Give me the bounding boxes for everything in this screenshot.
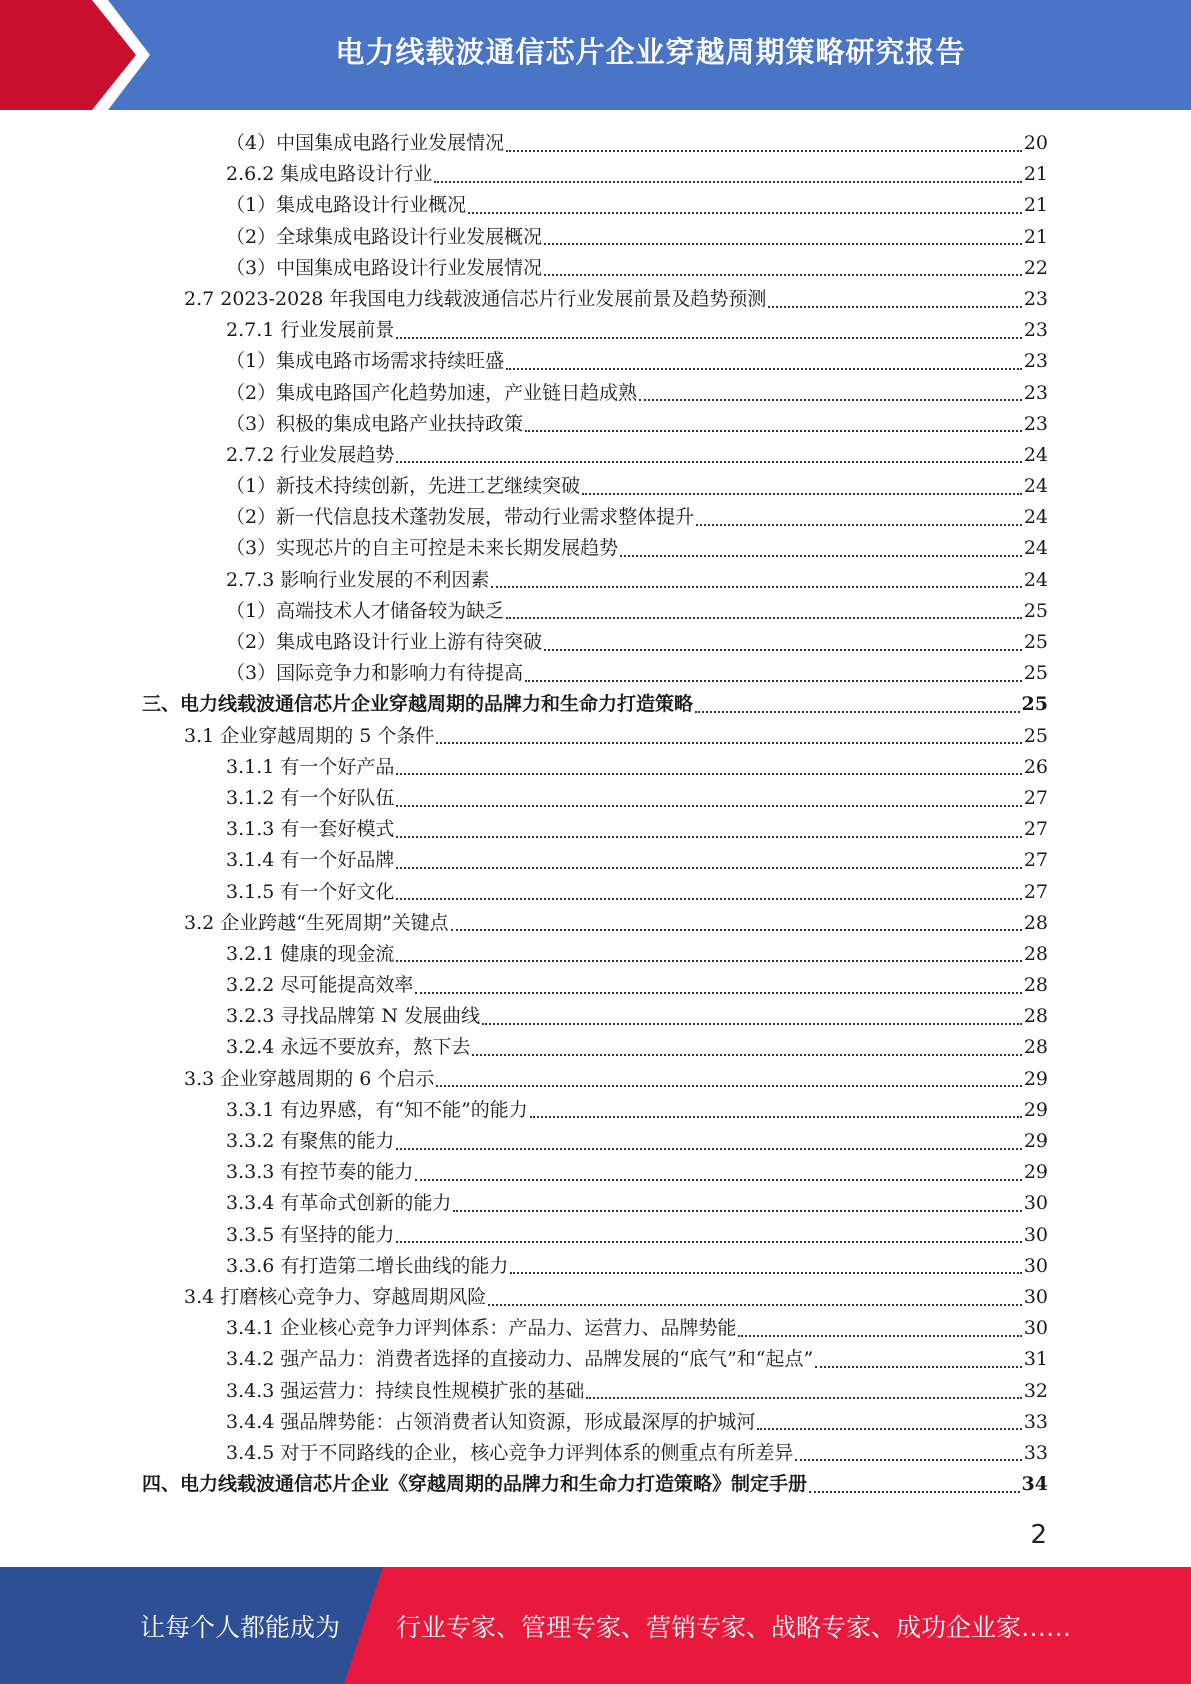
toc-entry-title: （2）新一代信息技术蓬勃发展，带动行业需求整体提升 <box>226 506 695 529</box>
toc-dot-leader <box>696 524 1022 526</box>
toc-entry[interactable] <box>142 658 1048 689</box>
toc-entry-page: 28 <box>1023 1005 1048 1028</box>
toc-dot-leader <box>506 368 1022 370</box>
toc-entry-title: （1）集成电路市场需求持续旺盛 <box>226 350 505 373</box>
toc-dot-leader <box>396 773 1021 775</box>
toc-dot-leader <box>491 586 1021 588</box>
toc-entry[interactable] <box>142 1376 1048 1407</box>
toc-entry[interactable] <box>142 627 1048 658</box>
page-number: 2 <box>1030 1520 1047 1550</box>
toc-entry[interactable] <box>142 1220 1048 1251</box>
toc-dot-leader <box>510 1272 1021 1274</box>
toc-dot-leader <box>795 1459 1021 1461</box>
toc-entry-title: 2.7.3 影响行业发展的不利因素 <box>226 568 490 591</box>
toc-entry[interactable] <box>142 752 1048 783</box>
toc-entry-title: （1）高端技术人才储备较为缺乏 <box>226 599 505 622</box>
toc-entry-title: 3.3.3 有控节奏的能力 <box>226 1161 414 1184</box>
toc-dot-leader <box>453 1210 1021 1212</box>
header-red-chevron <box>0 0 150 110</box>
toc-entry-title: （2）集成电路设计行业上游有待突破 <box>226 631 543 653</box>
toc-entry-title: 3.3.2 有聚焦的能力 <box>226 1130 395 1152</box>
toc-entry-title: 3.2.4 永远不要放弃，熬下去 <box>226 1036 471 1059</box>
toc-entry[interactable] <box>142 1001 1048 1032</box>
toc-entry-page: 33 <box>1023 1410 1048 1433</box>
toc-entry[interactable] <box>142 877 1048 908</box>
toc-entry-title: 3.2.2 尽可能提高效率 <box>226 974 414 997</box>
toc-entry-title: 2.7 2023-2028 年我国电力线载波通信芯片行业发展前景及趋势预测 <box>184 287 767 310</box>
toc-entry-page: 27 <box>1023 880 1048 903</box>
toc-dot-leader <box>436 1085 1021 1087</box>
toc-dot-leader <box>436 742 1021 744</box>
toc-entry[interactable] <box>142 222 1048 253</box>
toc-entry-page: 24 <box>1023 537 1048 560</box>
toc-dot-leader <box>768 306 1021 308</box>
toc-entry-page: 32 <box>1023 1379 1048 1402</box>
toc-entry-title: 3.1.1 有一个好产品 <box>226 755 395 778</box>
toc-entry-title: 3.3 企业穿越周期的 6 个启示 <box>184 1067 435 1090</box>
toc-entry-title: 3.4.3 强运营力：持续良性规模扩张的基础 <box>226 1379 585 1402</box>
toc-entry[interactable] <box>142 253 1048 284</box>
toc-dot-leader <box>415 992 1021 994</box>
toc-entry-page: 23 <box>1023 412 1048 435</box>
toc-dot-leader <box>695 711 1020 713</box>
toc-entry-title: 3.3.1 有边界感，有“知不能”的能力 <box>226 1098 528 1121</box>
toc-dot-leader <box>815 1366 1022 1368</box>
toc-entry-page: 21 <box>1023 194 1048 217</box>
toc-entry[interactable] <box>142 1157 1048 1188</box>
toc-entry[interactable] <box>142 378 1048 409</box>
toc-entry-title: 3.1 企业穿越周期的 5 个条件 <box>184 724 435 747</box>
toc-entry-title: （2）全球集成电路设计行业发展概况 <box>226 225 543 248</box>
toc-dot-leader <box>530 1116 1022 1118</box>
toc-entry-page: 23 <box>1023 381 1048 404</box>
toc-entry-page: 25 <box>1021 693 1048 716</box>
toc-entry-title: 2.6.2 集成电路设计行业 <box>226 163 433 186</box>
toc-entry-title: （1）新技术持续创新，先进工艺继续突破 <box>226 475 581 498</box>
page-header <box>0 0 1191 110</box>
toc-entry-page: 25 <box>1023 724 1048 747</box>
toc-entry-title: 3.2.3 寻找品牌第 N 发展曲线 <box>226 1005 481 1028</box>
toc-entry-page: 27 <box>1023 849 1048 872</box>
toc-entry[interactable] <box>142 1282 1048 1313</box>
toc-entry-page: 25 <box>1023 631 1048 653</box>
toc-dot-leader <box>434 181 1021 183</box>
toc-entry[interactable] <box>142 1469 1048 1500</box>
toc-entry-title: 3.1.4 有一个好品牌 <box>226 849 395 872</box>
toc-entry-title: 3.2.1 健康的现金流 <box>226 942 395 965</box>
toc-entry-title: 3.4.4 强品牌势能：占领消费者认知资源，形成最深厚的护城河 <box>226 1410 756 1433</box>
page-footer <box>0 1567 1191 1684</box>
toc-dot-leader <box>396 836 1021 838</box>
toc-entry-title: 3.3.4 有革命式创新的能力 <box>226 1192 452 1215</box>
toc-entry-title: 3.1.2 有一个好队伍 <box>226 786 395 809</box>
toc-entry-page: 34 <box>1021 1473 1048 1496</box>
toc-dot-leader <box>396 1148 1021 1150</box>
toc-entry-page: 21 <box>1023 225 1048 248</box>
toc-entry-page: 25 <box>1023 599 1048 622</box>
toc-entry[interactable] <box>142 409 1048 440</box>
toc-dot-leader <box>506 150 1022 152</box>
toc-entry-page: 20 <box>1023 132 1048 154</box>
toc-entry-page: 29 <box>1023 1161 1048 1184</box>
footer-slogan-left: 让每个人都能成为 <box>140 1612 341 1642</box>
toc-entry[interactable] <box>142 908 1048 939</box>
toc-dot-leader <box>525 680 1022 682</box>
toc-entry-page: 30 <box>1023 1254 1048 1277</box>
toc-entry[interactable] <box>142 1032 1048 1063</box>
toc-dot-leader <box>544 243 1022 245</box>
table-of-contents <box>142 128 1048 1500</box>
toc-entry-page: 28 <box>1023 1036 1048 1059</box>
toc-entry[interactable] <box>142 689 1048 720</box>
report-title: 电力线载波通信芯片企业穿越周期策略研究报告 <box>335 34 966 69</box>
toc-entry-page: 26 <box>1023 755 1048 778</box>
toc-entry-title: 3.4 打磨核心竞争力、穿越周期风险 <box>184 1285 487 1308</box>
toc-entry-page: 29 <box>1023 1067 1048 1090</box>
toc-entry[interactable] <box>142 1344 1048 1375</box>
toc-entry-page: 31 <box>1023 1348 1048 1371</box>
toc-entry[interactable] <box>142 346 1048 377</box>
toc-dot-leader <box>544 274 1022 276</box>
toc-dot-leader <box>396 867 1021 869</box>
toc-dot-leader <box>738 1335 1021 1337</box>
toc-entry[interactable] <box>142 783 1048 814</box>
toc-entry-title: （1）集成电路设计行业概况 <box>226 194 467 217</box>
toc-dot-leader <box>396 337 1021 339</box>
toc-entry-title: 3.1.5 有一个好文化 <box>226 880 395 903</box>
toc-entry-page: 30 <box>1023 1223 1048 1246</box>
toc-entry[interactable] <box>142 939 1048 970</box>
toc-entry[interactable] <box>142 1313 1048 1344</box>
toc-dot-leader <box>482 1023 1022 1025</box>
toc-dot-leader <box>451 929 1022 931</box>
toc-entry[interactable] <box>142 533 1048 564</box>
toc-entry-page: 30 <box>1023 1192 1048 1215</box>
toc-dot-leader <box>809 1491 1020 1493</box>
toc-entry[interactable] <box>142 1438 1048 1469</box>
toc-entry-title: 2.7.1 行业发展前景 <box>226 319 395 342</box>
toc-entry[interactable] <box>142 1251 1048 1282</box>
toc-entry-page: 29 <box>1023 1098 1048 1121</box>
toc-entry-title: 3.4.2 强产品力：消费者选择的直接动力、品牌发展的“底气”和“起点” <box>226 1348 814 1371</box>
toc-entry[interactable] <box>142 814 1048 845</box>
toc-dot-leader <box>757 1428 1021 1430</box>
toc-entry-page: 24 <box>1023 475 1048 498</box>
toc-entry-page: 24 <box>1023 568 1048 591</box>
toc-entry-title: （2）集成电路国产化趋势加速，产业链日趋成熟 <box>226 381 638 404</box>
toc-dot-leader <box>639 399 1022 401</box>
toc-entry[interactable] <box>142 1188 1048 1219</box>
toc-entry-page: 28 <box>1023 911 1048 934</box>
toc-dot-leader <box>396 461 1021 463</box>
toc-dot-leader <box>468 212 1022 214</box>
toc-dot-leader <box>620 555 1022 557</box>
toc-entry[interactable] <box>142 1126 1048 1157</box>
toc-entry-title: 3.1.3 有一套好模式 <box>226 818 395 841</box>
toc-entry-title: 3.2 企业跨越“生死周期”关键点 <box>184 911 449 934</box>
toc-dot-leader <box>472 1054 1021 1056</box>
toc-entry-title: 2.7.2 行业发展趋势 <box>226 443 395 466</box>
toc-entry-page: 30 <box>1023 1285 1048 1308</box>
toc-entry-page: 23 <box>1023 287 1048 310</box>
toc-entry-title: （3）积极的集成电路产业扶持政策 <box>226 412 524 435</box>
toc-entry-title: 3.3.5 有坚持的能力 <box>226 1223 395 1246</box>
toc-dot-leader <box>525 430 1022 432</box>
toc-dot-leader <box>488 1304 1022 1306</box>
toc-entry-page: 28 <box>1023 974 1048 997</box>
toc-dot-leader <box>544 649 1022 651</box>
toc-entry[interactable] <box>142 970 1048 1001</box>
toc-entry[interactable] <box>142 1064 1048 1095</box>
toc-entry-title: 3.4.1 企业核心竞争力评判体系：产品力、运营力、品牌势能 <box>226 1317 737 1340</box>
toc-entry[interactable] <box>142 128 1048 159</box>
toc-entry-title: 三、电力线载波通信芯片企业穿越周期的品牌力和生命力打造策略 <box>142 693 694 716</box>
toc-entry[interactable] <box>142 1095 1048 1126</box>
toc-entry[interactable] <box>142 565 1048 596</box>
toc-entry[interactable] <box>142 284 1048 315</box>
toc-entry[interactable] <box>142 502 1048 533</box>
toc-entry[interactable] <box>142 845 1048 876</box>
toc-dot-leader <box>396 1241 1021 1243</box>
toc-entry-page: 30 <box>1023 1317 1048 1340</box>
toc-entry-title: （3）实现芯片的自主可控是未来长期发展趋势 <box>226 537 619 560</box>
toc-entry[interactable] <box>142 596 1048 627</box>
toc-dot-leader <box>586 1397 1021 1399</box>
toc-entry-title: 3.3.6 有打造第二增长曲线的能力 <box>226 1254 509 1277</box>
toc-entry[interactable] <box>142 471 1048 502</box>
toc-entry-page: 24 <box>1023 443 1048 466</box>
toc-entry[interactable] <box>142 721 1048 752</box>
toc-entry-page: 23 <box>1023 319 1048 342</box>
toc-entry-title: 四、电力线载波通信芯片企业《穿越周期的品牌力和生命力打造策略》制定手册 <box>142 1473 808 1496</box>
toc-entry-page: 27 <box>1023 818 1048 841</box>
toc-entry-page: 23 <box>1023 350 1048 373</box>
toc-entry-title: （4）中国集成电路行业发展情况 <box>226 132 505 154</box>
toc-entry[interactable] <box>142 440 1048 471</box>
toc-entry-page: 29 <box>1023 1130 1048 1152</box>
toc-entry-page: 21 <box>1023 163 1048 186</box>
footer-slogan-right: 行业专家、管理专家、营销专家、战略专家、成功企业家…… <box>396 1612 1072 1642</box>
toc-entry-page: 25 <box>1023 662 1048 685</box>
toc-dot-leader <box>396 898 1021 900</box>
toc-entry[interactable] <box>142 315 1048 346</box>
toc-dot-leader <box>396 805 1021 807</box>
toc-entry[interactable] <box>142 159 1048 190</box>
toc-entry-page: 22 <box>1023 256 1048 279</box>
toc-entry-page: 28 <box>1023 942 1048 965</box>
toc-entry-page: 33 <box>1023 1441 1048 1464</box>
toc-dot-leader <box>415 1179 1021 1181</box>
toc-dot-leader <box>582 493 1022 495</box>
toc-entry-title: （3）中国集成电路设计行业发展情况 <box>226 256 543 279</box>
toc-entry[interactable] <box>142 190 1048 221</box>
toc-entry-title: （3）国际竞争力和影响力有待提高 <box>226 662 524 685</box>
toc-dot-leader <box>396 960 1021 962</box>
toc-entry-page: 27 <box>1023 786 1048 809</box>
toc-entry-title: 3.4.5 对于不同路线的企业，核心竞争力评判体系的侧重点有所差异 <box>226 1441 794 1464</box>
toc-dot-leader <box>506 617 1022 619</box>
toc-entry-page: 24 <box>1023 506 1048 529</box>
toc-entry[interactable] <box>142 1407 1048 1438</box>
